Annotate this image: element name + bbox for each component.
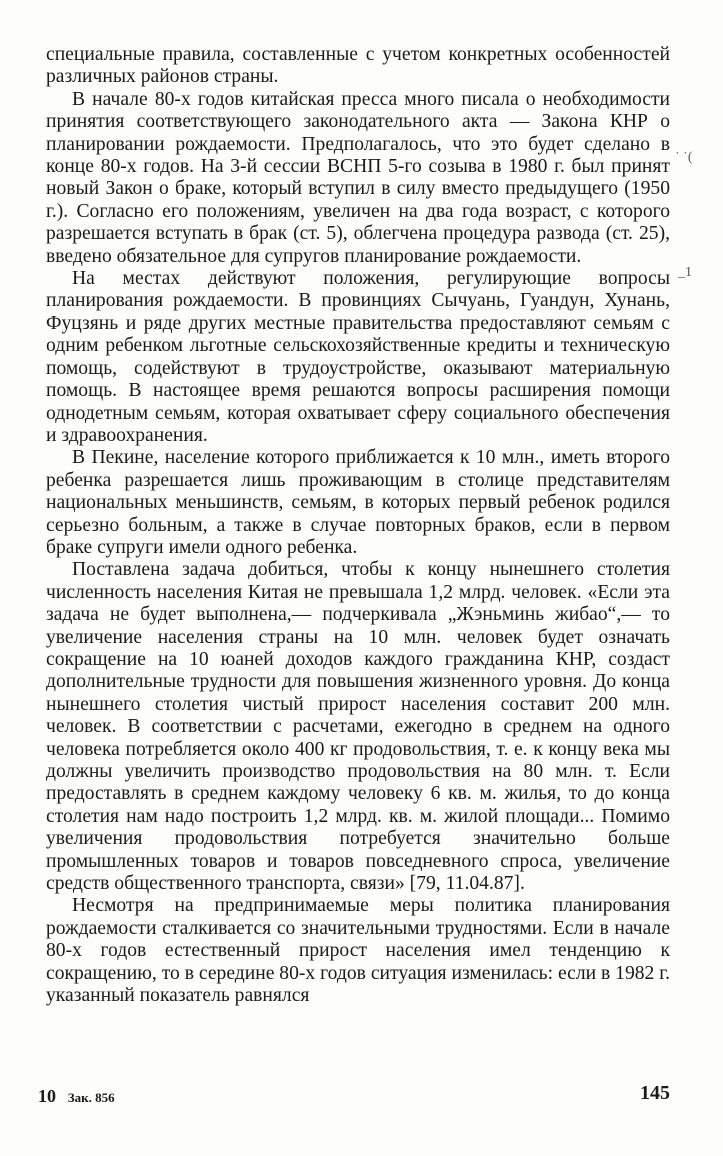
signature-text: Зак. 856: [67, 1090, 115, 1105]
paragraph-5: Поставлена задача добиться, чтобы к концу нынешнего столетия численность населения Китая не превышала 1,2 млрд. человек. «Если эта задача не будет выполнена,— подчеркивала „Жэньминь жибао“,— то увеличение населения страны на 10 млн. человек будет означать сокращение на 10 юаней доходов каждого гражданина КНР, создаст дополнительные трудности для повышения жизненного уровня. До конца нынешнего столетия чистый прирост населения составит 200 млн. человек. В соответствии с расчетами, ежегодно в среднем на одного человека потребляется около 400 кг продовольствия, т. е. к концу века мы должны увеличить производство продовольствия на 80 млн. т. Если предоставлять в среднем каждому человеку 6 кв. м. жилья, то до конца столетия нам надо построить 1,2 млрд. кв. м. жилой площади... Помимо увеличения продовольствия потребуется значительно больше промышленных товаров и товаров повседневного спроса, увеличение средств общественного транспорта, связи» [79, 11.04.87].: [46, 559, 670, 895]
paragraph-2: В начале 80-х годов китайская пресса много писала о необходимости принятия соответствующего законодательного акта — Закона КНР о планировании рождаемости. Предполагалось, что это будет сделано в конце 80-х годов. На 3-й сессии ВСНП 5-го созыва в 1980 г. был принят новый Закон о браке, который вступил в силу вместо предыдущего (1950 г.). Согласно его положениям, увеличен на два года возраст, с которого разрешается вступать в брак (ст. 5), облегчена процедура развода (ст. 25), введено обязательное для супругов планирование рождаемости.: [46, 88, 670, 267]
margin-pencil-mark: ˙ ˙(: [675, 150, 693, 165]
signature-number: 10: [38, 1086, 56, 1106]
body-text: [46, 44, 670, 1007]
paragraph-6: Несмотря на предпринимаемые меры политика планирования рождаемости сталкивается со значительными трудностями. Если в начале 80-х годов естественный прирост населения имел тенденцию к сокращению, то в середине 80-х годов ситуация изменилась: если в 1982 г. указанный показатель равнялся: [46, 895, 670, 1007]
paragraph-4: В Пекине, население которого приближается к 10 млн., иметь второго ребенка разрешается лишь проживающим в столице представителям национальных меньшинств, семьям, в которых первый ребенок родился серьезно больным, а также в случае повторных браков, если в первом браке супруги имели одного ребенка.: [46, 447, 670, 558]
paragraph-3: На местах действуют положения, регулирующие вопросы планирования рождаемости. В провинциях Сычуань, Гуандун, Хунань, Фуцзянь и ряде других местные правительства предоставляют семьям с одним ребенком льготные сельскохозяйственные кредиты и техническую помощь, содействуют в трудоустройстве, оказывают материальную помощь. В настоящее время решаются вопросы расширения помощи однодетным семьям, которая охватывает сферу социального обеспечения и здравоохранения.: [46, 268, 670, 446]
signature-mark: [38, 1086, 115, 1107]
margin-pencil-mark: _1: [678, 265, 692, 280]
paragraph-1: специальные правила, составленные с учетом конкретных особенностей различных районов страны.: [46, 44, 670, 88]
page-number: 145: [640, 1082, 670, 1104]
